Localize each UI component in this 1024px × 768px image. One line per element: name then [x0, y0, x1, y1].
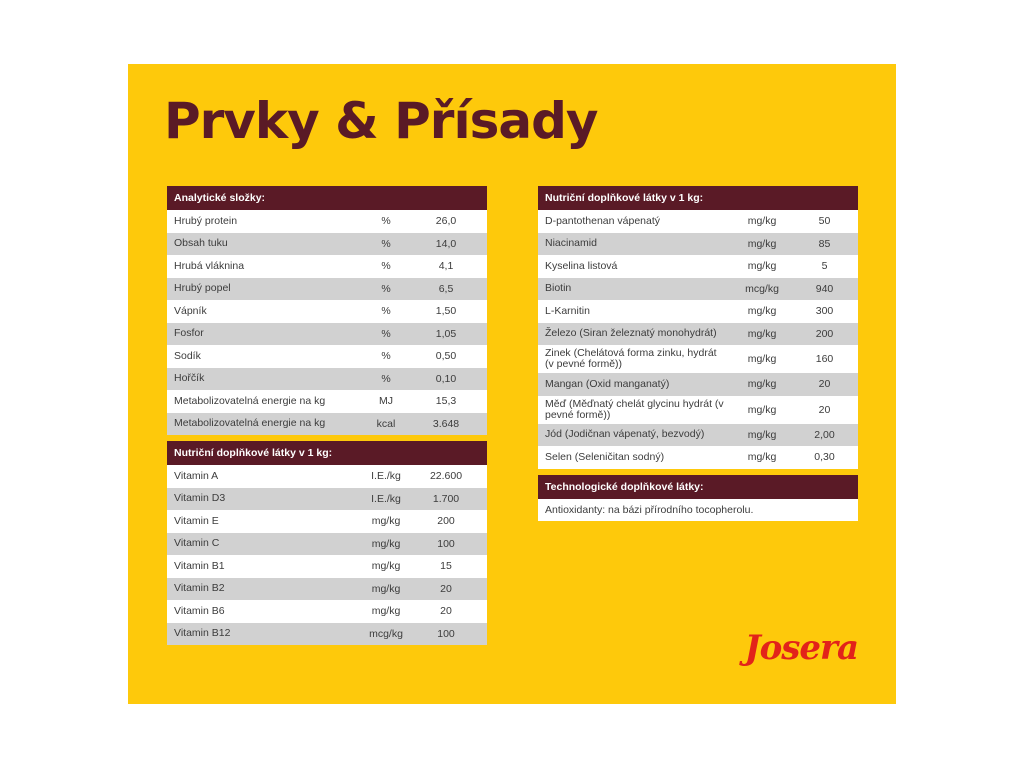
row-unit: mg/kg: [371, 560, 401, 573]
row-name: Vitamin B2: [174, 582, 225, 595]
vitamin-rows: [167, 465, 487, 645]
table-row: [167, 510, 487, 533]
row-name: Jód (Jodičnan vápenatý, bezvodý): [545, 428, 705, 441]
row-unit: %: [381, 260, 391, 273]
row-name: Hrubá vláknina: [174, 259, 245, 272]
row-name: Fosfor: [174, 327, 204, 340]
row-value: 26,0: [435, 215, 457, 228]
row-value: 100: [437, 627, 455, 640]
row-name: Hořčík: [174, 372, 205, 385]
row-name: Vitamin A: [174, 469, 219, 482]
row-unit: mcg/kg: [369, 627, 403, 640]
row-name: Měď (Měďnatý chelát glycinu hydrát (v pevné formě)): [545, 397, 724, 421]
row-value: 300: [815, 305, 834, 318]
table-row: [167, 368, 487, 391]
row-value: 20: [818, 403, 831, 416]
row-name: Selen (Seleničitan sodný): [545, 450, 665, 463]
row-name: Metabolizovatelná energie na kg: [174, 417, 326, 430]
table-row: [538, 233, 858, 256]
table-row: [167, 600, 487, 623]
row-value: 160: [815, 353, 834, 365]
row-unit: %: [381, 350, 391, 363]
table-row: [167, 578, 487, 601]
table-row: [167, 300, 487, 323]
row-name: Mangan (Oxid manganatý): [545, 377, 670, 390]
row-unit: I.E./kg: [371, 492, 401, 505]
table-row: [167, 345, 487, 368]
row-value: 4,1: [438, 260, 454, 273]
row-unit: MJ: [379, 395, 393, 408]
table-row: [538, 396, 858, 424]
row-unit: %: [381, 215, 391, 228]
row-value: 20: [440, 582, 452, 595]
technological-table-header: Technologické doplňkové látky:: [538, 475, 858, 499]
table-row: [167, 533, 487, 556]
vitamins-table-header: Nutriční doplňkové látky v 1 kg:: [167, 441, 487, 465]
row-value: 100: [437, 537, 455, 550]
row-value: 0,30: [814, 451, 835, 464]
row-value: 6,5: [438, 282, 454, 295]
table-row: [538, 345, 858, 373]
table-row: [167, 210, 487, 233]
table-row: [167, 465, 487, 488]
table-row: [167, 255, 487, 278]
row-name: Hrubý protein: [174, 214, 238, 227]
row-unit: mg/kg: [747, 428, 777, 441]
row-name: Biotin: [545, 282, 572, 295]
table-row: [538, 255, 858, 278]
row-value: 1.700: [432, 492, 460, 505]
row-value: 1,50: [435, 305, 457, 318]
row-unit: mg/kg: [747, 215, 777, 228]
table-row: [538, 424, 858, 447]
josera-logo: Josera: [744, 628, 858, 668]
row-name: Vitamin E: [174, 514, 219, 527]
minerals-table: [538, 186, 858, 469]
row-value: 940: [815, 282, 834, 295]
row-unit: mg/kg: [747, 378, 777, 391]
vitamins-table: [167, 441, 487, 645]
table-row: [538, 300, 858, 323]
analytic-table-header: Analytické složky:: [167, 186, 487, 210]
technological-note: Antioxidanty: na bázi přírodního tocopherolu.: [538, 499, 858, 521]
row-name: Niacinamid: [545, 237, 597, 250]
row-name: Vitamin C: [174, 537, 220, 550]
row-unit: I.E./kg: [371, 470, 401, 483]
table-row: [538, 373, 858, 396]
row-value: 5: [821, 260, 828, 273]
row-unit: mcg/kg: [745, 282, 779, 295]
row-value: 2,00: [814, 428, 835, 441]
row-value: 200: [437, 515, 455, 528]
row-name: L-Karnitin: [545, 304, 590, 317]
table-row: [167, 488, 487, 511]
row-unit: mg/kg: [747, 305, 777, 318]
row-value: 0,50: [435, 350, 457, 363]
table-row: [167, 390, 487, 413]
row-name: Kyselina listová: [545, 259, 618, 272]
row-unit: mg/kg: [747, 451, 777, 464]
minerals-table-header: Nutriční doplňkové látky v 1 kg:: [538, 186, 858, 210]
row-value: 14,0: [435, 237, 457, 250]
row-value: 3.648: [432, 417, 460, 430]
row-unit: kcal: [376, 417, 396, 430]
row-name: Hrubý popel: [174, 282, 231, 295]
table-row: [167, 413, 487, 436]
row-unit: mg/kg: [747, 327, 777, 340]
row-name: Vitamin B6: [174, 604, 225, 617]
page-title: Prvky & Přísady: [164, 92, 598, 150]
table-row: [538, 446, 858, 469]
row-unit: %: [381, 305, 391, 318]
row-value: 20: [440, 605, 452, 618]
row-name: Vitamin B12: [174, 627, 231, 640]
row-value: 15: [440, 560, 452, 573]
row-name: Vápník: [174, 304, 207, 317]
row-unit: %: [381, 282, 391, 295]
row-name: Železo (Siran železnatý monohydrát): [545, 327, 717, 340]
row-unit: %: [381, 372, 391, 385]
table-row: [167, 233, 487, 256]
row-unit: mg/kg: [747, 260, 777, 273]
table-row: [167, 555, 487, 578]
row-name: Vitamin B1: [174, 559, 225, 572]
mineral-rows: [538, 210, 858, 469]
row-value: 15,3: [435, 395, 457, 408]
row-unit: mg/kg: [747, 403, 777, 416]
row-value: 20: [818, 378, 831, 391]
row-name: D-pantothenan vápenatý: [545, 214, 661, 227]
row-name: Metabolizovatelná energie na kg: [174, 394, 326, 407]
table-row: [538, 323, 858, 346]
row-name: Obsah tuku: [174, 237, 228, 250]
nutrition-poster: [128, 64, 896, 704]
row-unit: %: [381, 327, 391, 340]
row-unit: mg/kg: [371, 537, 401, 550]
row-unit: mg/kg: [371, 515, 401, 528]
row-unit: mg/kg: [371, 605, 401, 618]
row-name: Sodík: [174, 349, 201, 362]
row-unit: mg/kg: [747, 237, 777, 250]
analytic-table: [167, 186, 487, 435]
table-row: [167, 323, 487, 346]
row-value: 1,05: [435, 327, 457, 340]
row-name: Vitamin D3: [174, 492, 226, 505]
analytic-rows: [167, 210, 487, 435]
row-value: 50: [818, 215, 831, 228]
row-value: 0,10: [435, 372, 457, 385]
table-row: [538, 278, 858, 301]
table-row: [167, 623, 487, 646]
row-unit: mg/kg: [371, 582, 401, 595]
table-row: [167, 278, 487, 301]
row-name: Zinek (Chelátová forma zinku, hydrát (v pevné formě)): [545, 347, 717, 370]
row-value: 22.600: [429, 470, 463, 483]
row-value: 85: [818, 237, 831, 250]
row-value: 200: [815, 327, 834, 340]
row-unit: %: [381, 237, 391, 250]
table-row: [538, 210, 858, 233]
technological-table: [538, 475, 858, 521]
row-unit: mg/kg: [747, 353, 777, 365]
